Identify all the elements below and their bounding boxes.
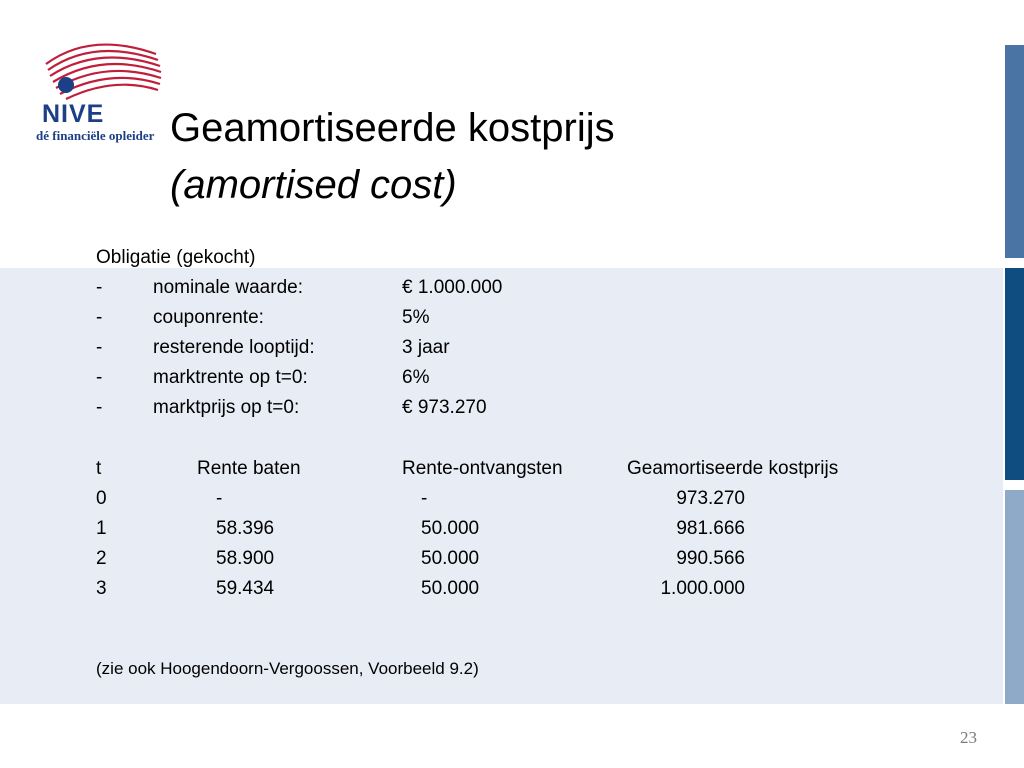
bond-heading: Obligatie (gekocht) bbox=[96, 247, 256, 268]
cell-t: 1 bbox=[96, 518, 107, 539]
page-title: Geamortiseerde kostprijs bbox=[170, 106, 615, 150]
col-header-t: t bbox=[96, 458, 102, 479]
bond-item-value: 3 jaar bbox=[402, 337, 450, 358]
cell-rente-baten: - bbox=[216, 488, 223, 509]
bond-item-value: 6% bbox=[402, 367, 430, 388]
reference-note: (zie ook Hoogendoorn-Vergoossen, Voorbeeld 9.2) bbox=[96, 659, 479, 678]
bond-item-value: € 1.000.000 bbox=[402, 277, 503, 298]
cell-t: 0 bbox=[96, 488, 107, 509]
bond-item-label: marktrente op t=0: bbox=[153, 367, 308, 388]
logo-name: NIVE bbox=[42, 100, 105, 128]
cell-geamortiseerde-kostprijs: 1.000.000 bbox=[660, 578, 745, 599]
cell-t: 2 bbox=[96, 548, 107, 569]
side-bar-bottom bbox=[1005, 490, 1024, 704]
bond-item-value: 5% bbox=[402, 307, 430, 328]
bullet-dash: - bbox=[96, 307, 103, 328]
bullet-dash: - bbox=[96, 397, 103, 418]
col-header-geamortiseerde-kostprijs: Geamortiseerde kostprijs bbox=[627, 458, 839, 479]
bullet-dash: - bbox=[96, 337, 103, 358]
page-number: 23 bbox=[960, 728, 977, 747]
content-band bbox=[0, 268, 1003, 704]
bond-item-label: resterende looptijd: bbox=[153, 337, 315, 358]
bullet-dash: - bbox=[96, 277, 103, 298]
cell-rente-baten: 59.434 bbox=[216, 578, 275, 599]
bond-item-label: marktprijs op t=0: bbox=[153, 397, 300, 418]
col-header-rente-ontvangsten: Rente-ontvangsten bbox=[402, 458, 563, 479]
bullet-dash: - bbox=[96, 367, 103, 388]
cell-t: 3 bbox=[96, 578, 107, 599]
bond-item-label: nominale waarde: bbox=[153, 277, 303, 298]
side-bar-top bbox=[1005, 45, 1024, 258]
cell-geamortiseerde-kostprijs: 981.666 bbox=[676, 518, 745, 539]
logo-tagline: dé financiële opleider bbox=[36, 128, 155, 143]
bond-item-value: € 973.270 bbox=[402, 397, 487, 418]
col-header-rente-baten: Rente baten bbox=[197, 458, 301, 479]
cell-geamortiseerde-kostprijs: 990.566 bbox=[676, 548, 745, 569]
side-bar-middle bbox=[1005, 268, 1024, 480]
cell-rente-baten: 58.900 bbox=[216, 548, 275, 569]
cell-geamortiseerde-kostprijs: 973.270 bbox=[676, 488, 745, 509]
cell-rente-ontvangsten: 50.000 bbox=[421, 548, 480, 569]
cell-rente-ontvangsten: 50.000 bbox=[421, 578, 480, 599]
page-subtitle: (amortised cost) bbox=[170, 163, 457, 207]
cell-rente-ontvangsten: - bbox=[421, 488, 428, 509]
bond-item-label: couponrente: bbox=[153, 307, 264, 328]
cell-rente-ontvangsten: 50.000 bbox=[421, 518, 480, 539]
cell-rente-baten: 58.396 bbox=[216, 518, 275, 539]
